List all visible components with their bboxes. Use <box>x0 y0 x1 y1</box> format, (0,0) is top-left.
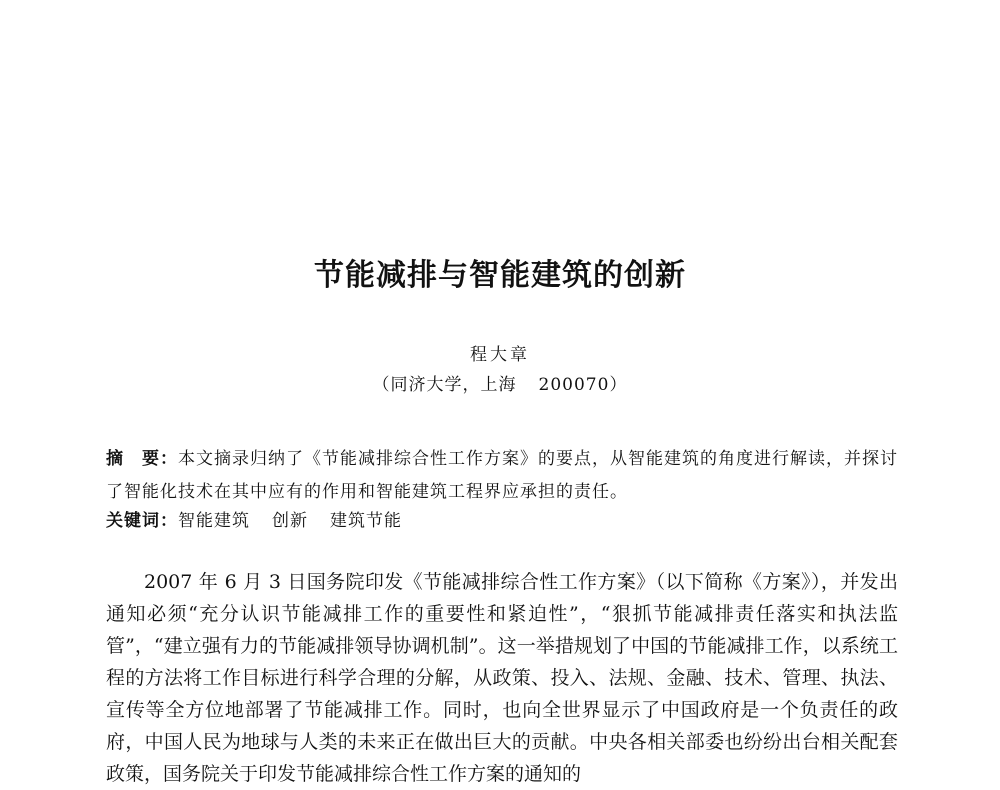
affiliation-text: （同济大学，上海 <box>372 375 517 395</box>
keyword-item: 智能建筑 <box>178 511 250 531</box>
abstract <box>106 443 898 509</box>
keyword-item: 建筑节能 <box>330 511 402 531</box>
author-affiliation <box>0 370 1000 395</box>
keywords-label: 关键词： <box>106 511 178 531</box>
paper-title: 节能减排与智能建筑的创新 <box>314 258 686 293</box>
keywords <box>106 509 898 533</box>
keyword-item: 创新 <box>272 511 308 531</box>
author-name: 程大章 <box>470 345 530 365</box>
abstract-text: 本文摘录归纳了《节能减排综合性工作方案》的要点，从智能建筑的角度进行解读，并探讨了智能化技术在其中应有的作用和智能建筑工程界应承担的责任。 <box>106 449 898 502</box>
abstract-label: 摘 要： <box>106 449 178 469</box>
affiliation-postcode: 200070） <box>538 375 628 395</box>
body-paragraph: 2007 年 6 月 3 日国务院印发《节能减排综合性工作方案》（以下简称《方案》），并发出通知必须“充分认识节能减排工作的重要性和紧迫性”，“狠抓节能减排责任落实和执法监管”，“建立强有力的节能减排领导协调机制”。这一举措规划了中国的节能减排工作，以系统工程的方法将工作目标进行科学合理的分解，从政策、投入、法规、金融、技术、管理、执法、宣传等全方位地部署了节能减排工作。同时，也向全世界显示了中国政府是一个负责任的政府，中国人民为地球与人类的未来正在做出巨大的贡献。中央各相关部委也纷纷出台相关配套政策，国务院关于印发节能减排综合性工作方案的通知的 <box>106 571 898 785</box>
